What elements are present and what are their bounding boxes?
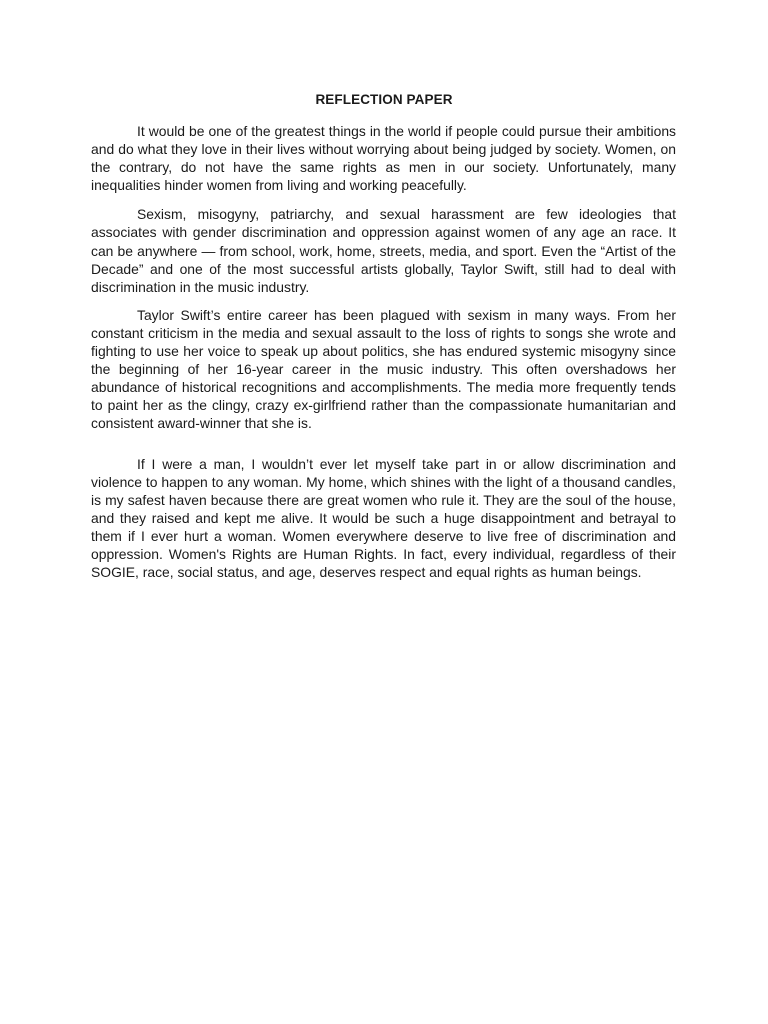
paragraph-4: If I were a man, I wouldn’t ever let myself take part in or allow discrimination and violence to happen to any woman. My home, which shines with the light of a thousand candles, is my safest haven because there are great women who rule it. They are the soul of the house, and they raised and kept me alive. It would be such a huge disappointment and betrayal to them if I ever hurt a woman. Women everywhere deserve to live free of discrimination and oppression. Women's Rights are Human Rights. In fact, every individual, regardless of their SOGIE, race, social status, and age, deserves respect and equal rights as human beings. — [91, 455, 676, 581]
document-body — [91, 122, 676, 581]
paragraph-2: Sexism, misogyny, patriarchy, and sexual harassment are few ideologies that associates with gender discrimination and oppression against women of any age an race. It can be anywhere — from school, work, home, streets, media, and sport. Even the “Artist of the Decade” and one of the most successful artists globally, Taylor Swift, still had to deal with discrimination in the music industry. — [91, 206, 676, 295]
paragraph-1: It would be one of the greatest things in the world if people could pursue their ambitions and do what they love in their lives without worrying about being judged by society. Women, on the contrary, do not have the same rights as men in our society. Unfortunately, many inequalities hinder women from living and working peacefully. — [91, 123, 676, 194]
page-title: REFLECTION PAPER — [315, 92, 453, 107]
paragraph-3: Taylor Swift’s entire career has been plagued with sexism in many ways. From her constant criticism in the media and sexual assault to the loss of rights to songs she wrote and fighting to use her voice to speak up about politics, she has endured systemic misogyny since the beginning of her 16-year career in the music industry. This often overshadows her abundance of historical recognitions and accomplishments. The media more frequently tends to paint her as the clingy, crazy ex-girlfriend rather than the compassionate humanitarian and consistent award-winner that she is. — [91, 306, 676, 432]
